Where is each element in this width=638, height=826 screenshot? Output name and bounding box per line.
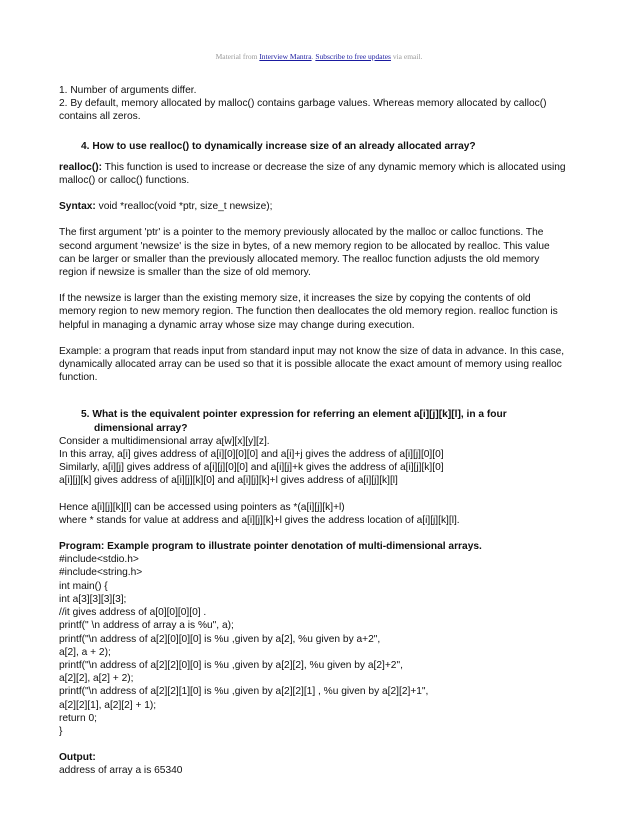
paragraph-line: second argument 'newsize' is the size in bytes, of a new memory region to be allocated by realloc. This value	[59, 240, 550, 252]
answer-line-3: contains all zeros.	[59, 111, 141, 123]
code-line: #include<string.h>	[59, 567, 143, 579]
subscribe-link[interactable]: Subscribe to free updates	[315, 52, 391, 61]
syntax-text: void *realloc(void *ptr, size_t newsize);	[95, 201, 273, 213]
code-line: a[2][2][1], a[2][2] + 1);	[59, 699, 157, 711]
code-line: return 0;	[59, 712, 97, 724]
code-line: a[2], a + 2);	[59, 646, 111, 658]
header-suffix: via email.	[392, 52, 423, 61]
paragraph-line: In this array, a[i] gives address of a[i][0][0][0] and a[i]+j gives the address of a[i][j][0][0]	[59, 449, 444, 461]
realloc-text-2: malloc() or calloc() functions.	[59, 175, 190, 187]
paragraph-line: The first argument 'ptr' is a pointer to the memory previously allocated by the malloc or calloc functions. The	[59, 227, 544, 239]
code-line: printf("\n address of a[2][2][0][0] is %u ,given by a[2][2], %u given by a[2]+2",	[59, 659, 403, 671]
paragraph-line: where * stands for value at address and a[i][j][k]+l gives the address location of a[i][j][k][l].	[59, 514, 460, 526]
code-line: int main() {	[59, 580, 108, 592]
paragraph-line: Similarly, a[i][j] gives address of a[i][j][0][0] and a[i][j]+k gives the address of a[i][j][k][0]	[59, 462, 444, 474]
paragraph-line: Consider a multidimensional array a[w][x][y][z].	[59, 435, 270, 447]
answer-line-1: 1. Number of arguments differ.	[59, 85, 197, 96]
question-5-heading-cont: dimensional array?	[94, 422, 188, 434]
paragraph-line: If the newsize is larger than the existing memory size, it increases the size by copying the contents of old	[59, 293, 531, 305]
realloc-label: realloc():	[59, 161, 103, 173]
page-header	[0, 52, 638, 61]
paragraph-line: region if newsize is smaller than the size of old memory.	[59, 267, 311, 279]
paragraph-line: function.	[59, 372, 98, 384]
question-5-heading: 5. What is the equivalent pointer expression for referring an element a[i][j][k][l], in a four	[81, 409, 507, 421]
paragraph-line: Example: a program that reads input from standard input may not know the size of data in advance. In this case,	[59, 345, 565, 357]
paragraph-line: memory region to new memory region. The function then deallocates the old memory region. realloc function is	[59, 306, 558, 318]
code-line: //it gives address of a[0][0][0][0] .	[59, 607, 207, 619]
interview-mantra-link[interactable]: Interview Mantra	[259, 52, 312, 61]
code-line: a[2][2], a[2] + 2);	[59, 673, 134, 685]
answer-line-2: 2. By default, memory allocated by malloc() contains garbage values. Whereas memory allocated by calloc()	[59, 98, 547, 110]
header-prefix: Material from	[215, 52, 258, 61]
code-line: printf(" \n address of array a is %u", a);	[59, 620, 234, 632]
paragraph-line: helpful in managing a dynamic array whose size may change during execution.	[59, 319, 415, 331]
output-line: address of array a is 65340	[59, 765, 183, 777]
syntax-label: Syntax:	[59, 201, 96, 213]
question-4-heading: 4. How to use realloc() to dynamically increase size of an already allocated array?	[81, 140, 476, 152]
code-line: printf("\n address of a[2][2][1][0] is %u ,given by a[2][2][1] , %u given by a[2][2]+1",	[59, 686, 429, 698]
paragraph-line: dynamically allocated array can be used so that it is possible allocate the exact amount of memory using realloc	[59, 359, 562, 371]
paragraph-line: Hence a[i][j][k][l] can be accessed using pointers as *(a[i][j][k]+l)	[59, 501, 345, 513]
realloc-text-1: This function is used to increase or decrease the size of any dynamic memory which is allocated using	[102, 161, 566, 173]
code-line: #include<stdio.h>	[59, 554, 139, 566]
output-heading: Output:	[59, 752, 96, 764]
syntax-line	[59, 200, 584, 213]
document-body	[59, 84, 584, 778]
program-heading: Program: Example program to illustrate pointer denotation of multi-dimensional arrays.	[59, 541, 482, 553]
code-line: }	[59, 725, 63, 737]
header-separator: .	[311, 52, 314, 61]
paragraph-line: a[i][j][k] gives address of a[i][j][k][0] and a[i][j][k]+l gives address of a[i][j][k][l]	[59, 475, 398, 487]
realloc-definition	[59, 161, 584, 174]
code-line: int a[3][3][3][3];	[59, 593, 127, 605]
paragraph-line: can be larger or smaller than the previously allocated memory. The realloc function adjusts the old memory	[59, 253, 540, 265]
code-line: printf("\n address of a[2][0][0][0] is %u ,given by a[2], %u given by a+2",	[59, 633, 381, 645]
